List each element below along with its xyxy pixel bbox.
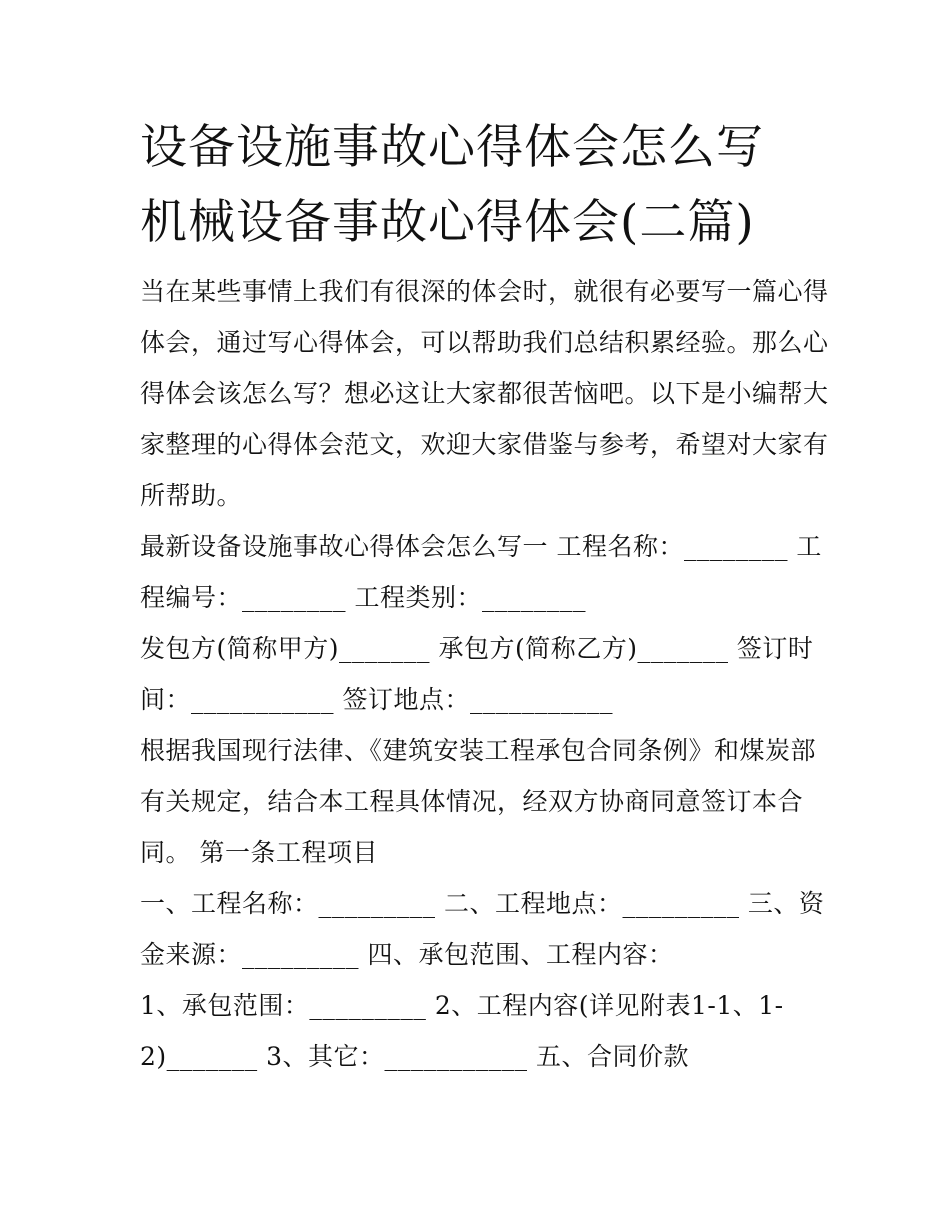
body-line: 所帮助。 [140, 481, 243, 510]
document-title [140, 110, 820, 260]
body-line: 1、承包范围：_________ 2、工程内容(详见附表1-1、1- [140, 991, 784, 1020]
body-line: 家整理的心得体会范文，欢迎大家借鉴与参考，希望对大家有 [140, 430, 829, 459]
title-line-1: 设备设施事故心得体会怎么写 [140, 120, 764, 175]
document-page [140, 110, 829, 1082]
body-line: 得体会该怎么写？想必这让大家都很苦恼吧。以下是小编帮大 [140, 379, 829, 408]
body-line: 间：___________ 签订地点：___________ [140, 685, 613, 714]
body-line: 有关规定，结合本工程具体情况，经双方协商同意签订本合 [140, 787, 804, 816]
body-line: 2)_______ 3、其它：___________ 五、合同价款 [140, 1042, 689, 1071]
body-line: 程编号：________ 工程类别：________ [140, 583, 586, 612]
body-line: 体会，通过写心得体会，可以帮助我们总结积累经验。那么心 [140, 328, 829, 357]
body-line: 一、工程名称：_________ 二、工程地点：_________ 三、资 [140, 889, 825, 918]
body-line: 发包方(简称甲方)_______ 承包方(简称乙方)_______ 签订时 [140, 634, 814, 663]
body-line: 根据我国现行法律、《建筑安装工程承包合同条例》和煤炭部 [140, 736, 817, 765]
body-line: 同。 第一条工程项目 [140, 838, 378, 867]
body-line: 金来源：_________ 四、承包范围、工程内容： [140, 940, 674, 969]
body-line: 最新设备设施事故心得体会怎么写一 工程名称：________ 工 [140, 532, 822, 561]
document-body [140, 266, 829, 1082]
body-line: 当在某些事情上我们有很深的体会时，就很有必要写一篇心得 [140, 277, 829, 306]
title-line-2: 机械设备事故心得体会(二篇) [140, 195, 755, 250]
